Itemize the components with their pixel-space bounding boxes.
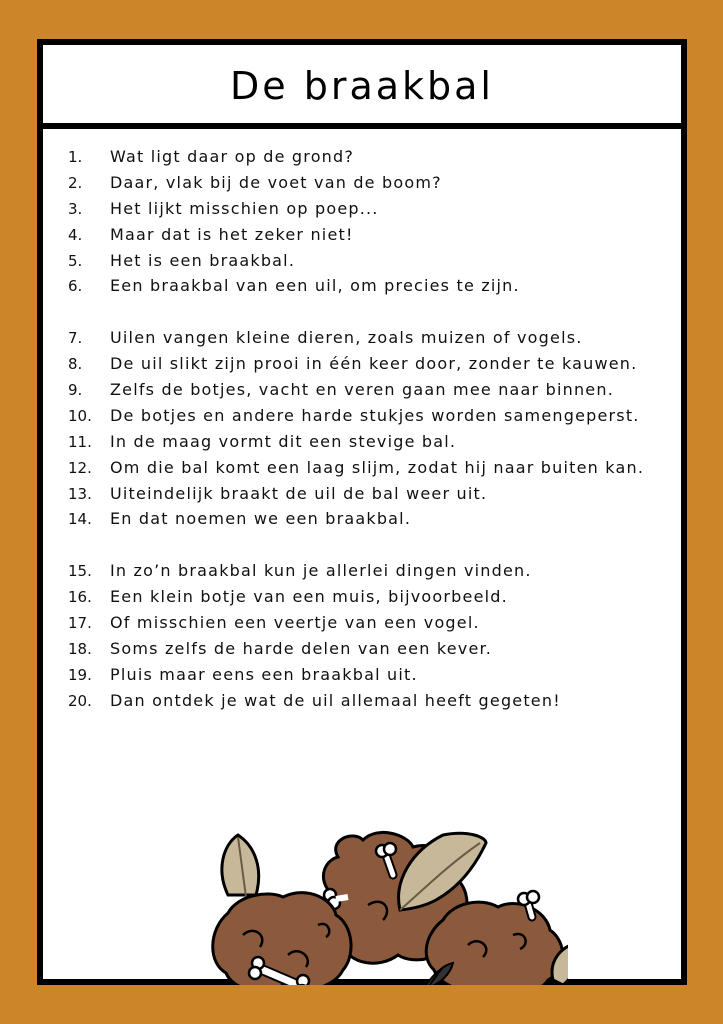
line-text: Pluis maar eens een braakbal uit. — [110, 664, 418, 684]
line-number: 1. — [68, 148, 83, 166]
text-line — [68, 561, 671, 587]
pellet-icon — [213, 893, 351, 985]
feather-icon — [222, 835, 259, 897]
text-line — [68, 432, 671, 458]
line-number: 15. — [68, 562, 92, 581]
text-line — [68, 509, 671, 535]
line-number: 2. — [68, 173, 83, 192]
line-text: Uilen vangen kleine dieren, zoals muizen of vogels. — [110, 328, 583, 348]
line-number: 5. — [68, 251, 83, 270]
line-number: 18. — [68, 639, 92, 658]
line-text: Of misschien een veertje van een vogel. — [110, 613, 480, 633]
line-number: 4. — [68, 225, 83, 244]
text-line — [68, 691, 671, 717]
line-number: 6. — [68, 277, 83, 296]
line-text: In zo’n braakbal kun je allerlei dingen vinden. — [110, 561, 532, 581]
line-number: 12. — [68, 458, 92, 477]
text-line — [68, 665, 671, 691]
line-text: En dat noemen we een braakbal. — [110, 509, 412, 529]
line-number: 8. — [68, 355, 83, 374]
text-line — [68, 406, 671, 432]
page-title: De braakbal — [229, 64, 494, 108]
worksheet-frame — [37, 39, 687, 985]
text-line — [68, 173, 671, 199]
line-text: Daar, vlak bij de voet van de boom? — [110, 172, 442, 192]
text-line — [68, 484, 671, 510]
line-number: 10. — [68, 406, 92, 425]
section-gap — [68, 302, 671, 328]
line-number: 17. — [68, 614, 92, 633]
line-text: Een klein botje van een muis, bijvoorbeeld. — [110, 587, 508, 607]
line-text: Het is een braakbal. — [110, 250, 296, 270]
line-number: 3. — [68, 199, 83, 218]
text-line — [68, 276, 671, 302]
line-text: Het lijkt misschien op poep... — [110, 198, 379, 218]
text-line — [68, 251, 671, 277]
line-text: Soms zelfs de harde delen van een kever. — [110, 638, 493, 658]
line-text: Wat ligt daar op de grond? — [110, 147, 355, 166]
line-number: 7. — [68, 329, 83, 348]
text-line — [68, 225, 671, 251]
text-line — [68, 147, 671, 173]
line-text: De uil slikt zijn prooi in één keer door, zonder te kauwen. — [110, 354, 638, 374]
text-line — [68, 354, 671, 380]
line-number: 9. — [68, 381, 83, 400]
owl-pellets-illustration — [168, 785, 568, 985]
line-number: 19. — [68, 665, 92, 684]
numbered-text — [68, 147, 671, 717]
line-text: Maar dat is het zeker niet! — [110, 224, 354, 244]
line-number: 20. — [68, 691, 92, 710]
text-line — [68, 613, 671, 639]
text-line — [68, 639, 671, 665]
line-text: Zelfs de botjes, vacht en veren gaan mee naar binnen. — [110, 380, 614, 400]
text-line — [68, 587, 671, 613]
line-number: 14. — [68, 510, 92, 529]
line-number: 13. — [68, 484, 92, 503]
line-text: De botjes en andere harde stukjes worden samengeperst. — [110, 405, 640, 425]
line-number: 16. — [68, 588, 92, 607]
section-gap — [68, 535, 671, 561]
line-text: Een braakbal van een uil, om precies te zijn. — [110, 276, 520, 296]
line-text: In de maag vormt dit een stevige bal. — [110, 431, 457, 451]
line-text: Uiteindelijk braakt de uil de bal weer uit. — [110, 483, 488, 503]
line-number: 11. — [68, 432, 92, 451]
text-line — [68, 380, 671, 406]
title-bar — [43, 45, 681, 129]
text-line — [68, 458, 671, 484]
text-line — [68, 199, 671, 225]
text-line — [68, 328, 671, 354]
line-text: Om die bal komt een laag slijm, zodat hij naar buiten kan. — [110, 457, 645, 477]
line-text: Dan ontdek je wat de uil allemaal heeft gegeten! — [110, 690, 561, 710]
